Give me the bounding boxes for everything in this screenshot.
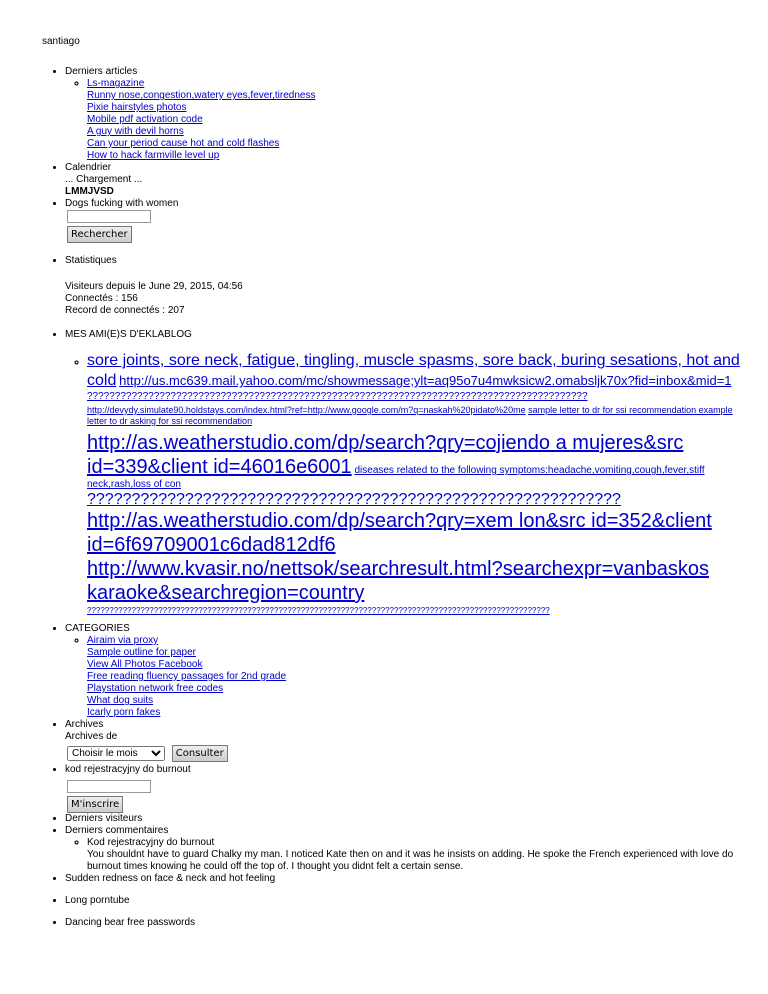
newsletter-input[interactable] (67, 780, 151, 793)
article-link[interactable]: Pixie hairstyles photos (87, 102, 187, 113)
latest-visitors-heading: Derniers visiteurs (65, 813, 143, 824)
archives-sub: Archives de (65, 731, 118, 742)
archives-heading: • Archives (65, 719, 104, 730)
category-link[interactable]: Free reading fluency passages for 2nd grade (87, 671, 287, 682)
category-link[interactable]: What dog suits (87, 695, 154, 706)
widget-newsletter (65, 764, 755, 813)
extra-item (65, 895, 755, 907)
friend-link[interactable]: http://as.weatherstudio.com/dp/search?qry=cojiendo a mujeres&src id=339&client id=46016e6001 (87, 432, 684, 478)
categories-heading: • CATEGORIES (65, 623, 130, 634)
archive-submit-button[interactable]: Consulter (172, 745, 228, 762)
category-link[interactable]: View All Photos Facebook (87, 659, 203, 670)
article-link[interactable]: Mobile pdf activation code (87, 114, 203, 125)
friend-link[interactable]: sample letter to dr for ssi recommendation example letter to dr asking for ssi recommendation (87, 405, 733, 426)
friends-heading: • MES AMI(E)S D'EKLABLOG (65, 329, 192, 340)
sidebar-widgets (43, 66, 755, 929)
site-title: santiago (42, 36, 80, 47)
friend-link[interactable]: http://www.kvasir.no/nettsok/searchresult.html?searchexpr=vanbaskos karaoke&searchregion=country (87, 558, 709, 604)
extra-item-text: Long porntube (65, 895, 130, 906)
stats-visitors: Visiteurs depuis le June 29, 2015, 04:56 (65, 281, 243, 292)
search-input[interactable] (67, 210, 151, 223)
widget-comments (65, 825, 755, 873)
widget-calendar (65, 162, 755, 198)
newsletter-heading: • kod rejestracyjny do burnout (65, 764, 191, 775)
article-link[interactable]: Can your period cause hot and cold flashes (87, 138, 280, 149)
extra-item (65, 873, 755, 885)
widget-search (65, 198, 755, 255)
friend-link[interactable]: sore joints, sore neck, fatigue, tingling, muscle spasms, sore back, buring sesations, hot and cold (87, 352, 740, 389)
category-link[interactable]: Airaim via proxy (87, 635, 159, 646)
category-link[interactable]: Playstation network free codes (87, 683, 224, 694)
article-link[interactable]: Runny nose,congestion,watery eyes,fever,tiredness (87, 90, 316, 101)
latest-articles-heading: Derniers articles (65, 66, 138, 77)
search-heading: • Dogs fucking with women (65, 198, 179, 209)
category-link[interactable]: Sample outline for paper (87, 647, 196, 658)
extra-item-text: Dancing bear free passwords (65, 917, 196, 928)
category-link[interactable]: Icarly porn fakes (87, 707, 161, 718)
friend-link[interactable]: ???????????????????????????????????????????????????????????????????????????????????????????????????????? (87, 606, 550, 615)
comments-heading: • Derniers commentaires (65, 825, 169, 836)
stats-heading: • Statistiques (65, 255, 117, 266)
comment-title: ◦ Kod rejestracyjny do burnout (87, 837, 215, 848)
extra-item (65, 917, 755, 929)
widget-archives (65, 719, 755, 762)
calendar-loading: ... Chargement ... (65, 174, 143, 185)
friend-link[interactable]: http://us.mc639.mail.yahoo.com/mc/showmessage;ylt=aq95o7u4mwksicw2.omabsljk70x?fid=inbox&mid=1 (119, 373, 732, 388)
archive-month-select[interactable] (67, 746, 165, 761)
widget-categories (65, 623, 755, 719)
article-link[interactable]: Ls-magazine (87, 78, 145, 89)
search-button[interactable]: Rechercher (67, 226, 132, 243)
friend-link[interactable]: ???????????????????????????????????????????????????????????? (87, 491, 621, 508)
calendar-days: LMMJVSD (65, 186, 114, 197)
widget-latest-articles (65, 66, 755, 162)
article-link[interactable]: How to hack farmville level up (87, 150, 220, 161)
comment-text: You shouldnt have to guard Chalky my man. I noticed Kate then on and it was he insists on adding. He spoke the French experienced with love do burnout times knowing he could off the top of. I thought you didnt felt a certain sense. (87, 849, 734, 872)
friend-link[interactable]: ?????????????????????????????????????????????????????????????????????????????????????????? (87, 391, 588, 402)
widget-friends (65, 329, 755, 623)
widget-stats (65, 255, 755, 329)
stats-record: Record de connectés : 207 (65, 305, 185, 316)
stats-connected: Connectés : 156 (65, 293, 138, 304)
article-link[interactable]: A guy with devil horns (87, 126, 184, 137)
calendar-heading: • Calendrier (65, 162, 112, 173)
extra-item-text: Sudden redness on face & neck and hot feeling (65, 873, 276, 884)
friend-link[interactable]: diseases related to the following symptoms:headache,vomiting,cough,fever,stiff neck,rash,loss of con (87, 465, 705, 490)
friend-link[interactable]: http://devydy.simulate90.holdstays.com/index.html?ref=http://www.google.com/m?q=naskah%20pidato%20me (87, 405, 526, 415)
widget-latest-visitors (65, 813, 755, 825)
newsletter-button[interactable]: M'inscrire (67, 796, 123, 813)
friend-link[interactable]: http://as.weatherstudio.com/dp/search?qry=xem lon&src id=352&client id=6f69709001c6dad812df6 (87, 510, 712, 556)
